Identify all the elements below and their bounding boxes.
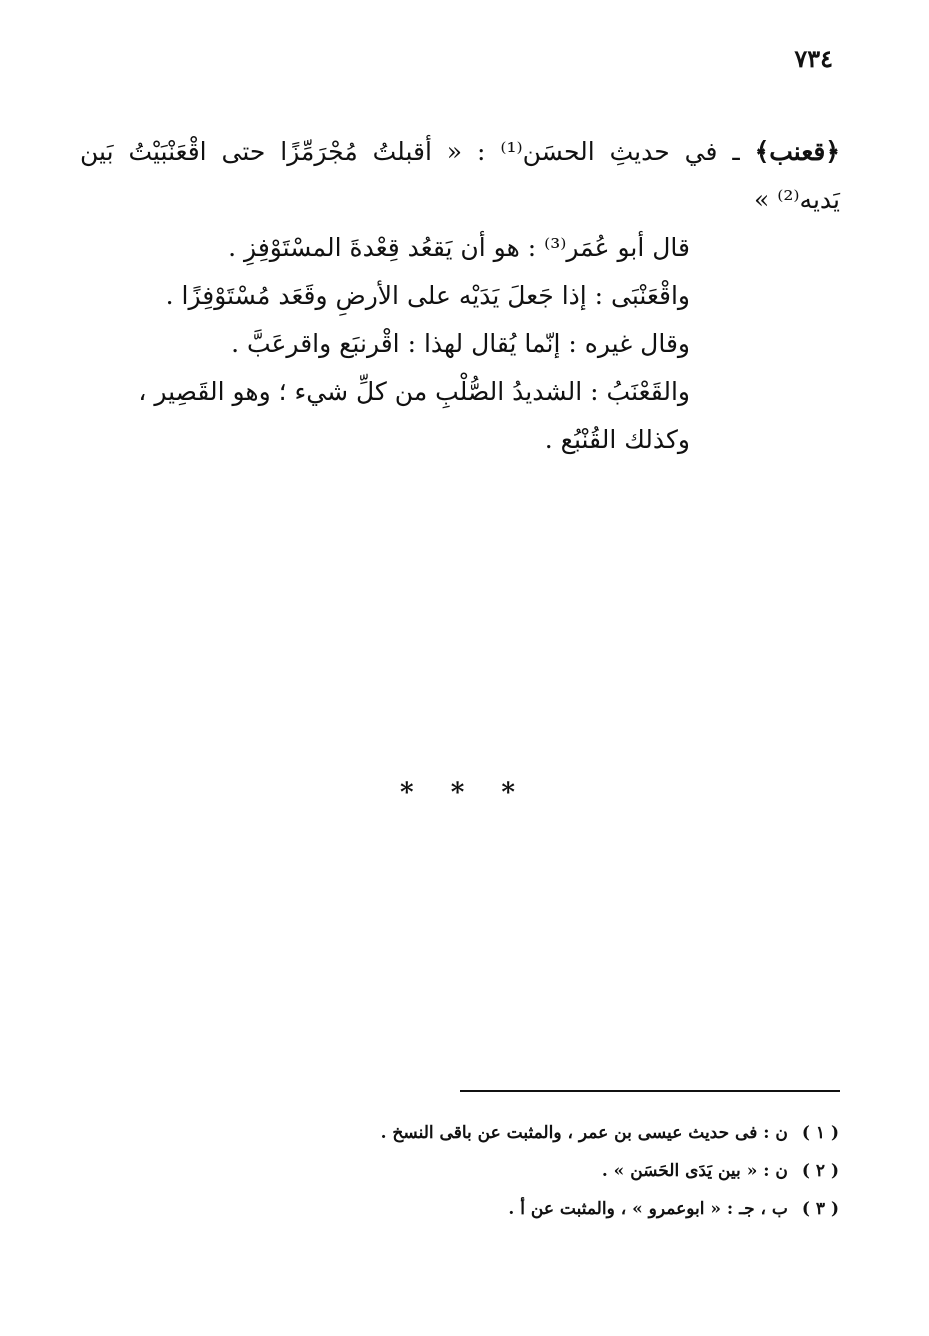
page-number: ٧٣٤ bbox=[794, 44, 833, 73]
footnote-text: ن : « بين يَدَى الحَسَن » . bbox=[601, 1161, 788, 1181]
entry-line-7: وكذلك القُنْبُع . bbox=[544, 425, 690, 454]
entry-line-2: يَديه⁽²⁾ » bbox=[753, 185, 840, 214]
section-separator: * * * bbox=[400, 778, 529, 808]
footnote-text: ن : فى حديث عيسى بن عمر ، والمثبت عن باقى النسخ . bbox=[380, 1123, 788, 1143]
entry-line-5: وقال غيره : إنّما يُقال لهذا : اقْرنبَع واقرعَبَّ . bbox=[231, 329, 690, 358]
entry-line-1-text: ـ في حديثِ الحسَن⁽¹⁾ : « أقبلتُ مُجْرَمِّزًا حتى اقْعَنْبَيْتُ بَين bbox=[80, 137, 740, 166]
footnote-item bbox=[239, 1114, 839, 1152]
dictionary-entry bbox=[80, 128, 840, 464]
entry-headword: ﴿قعنب﴾ bbox=[754, 137, 840, 166]
entry-line-1 bbox=[80, 128, 840, 176]
footnote-item bbox=[239, 1190, 839, 1228]
footnote-number: ( ٣ ) bbox=[801, 1199, 839, 1219]
footnote-item bbox=[239, 1152, 839, 1190]
entry-line-3: قال أبو عُمَر⁽³⁾ : هو أن يَقعُد قِعْدةَ المسْتَوْفِزِ . bbox=[228, 233, 690, 262]
footnotes bbox=[239, 1114, 839, 1228]
footnote-number: ( ٢ ) bbox=[801, 1161, 839, 1181]
entry-line-6: والقَعْنَبُ : الشديدُ الصُّلْبِ من كلِّ شيء ؛ وهو القَصِير ، bbox=[138, 377, 690, 406]
footnote-divider bbox=[460, 1090, 840, 1092]
footnote-number: ( ١ ) bbox=[801, 1123, 839, 1143]
entry-line-4: واقْعَنْبَى : إذا جَعلَ يَدَيْه على الأرضِ وقَعَد مُسْتَوْفِزًا . bbox=[165, 281, 690, 310]
footnote-text: ب ، جـ : « ابوعمرو » ، والمثبت عن أ . bbox=[508, 1199, 788, 1219]
